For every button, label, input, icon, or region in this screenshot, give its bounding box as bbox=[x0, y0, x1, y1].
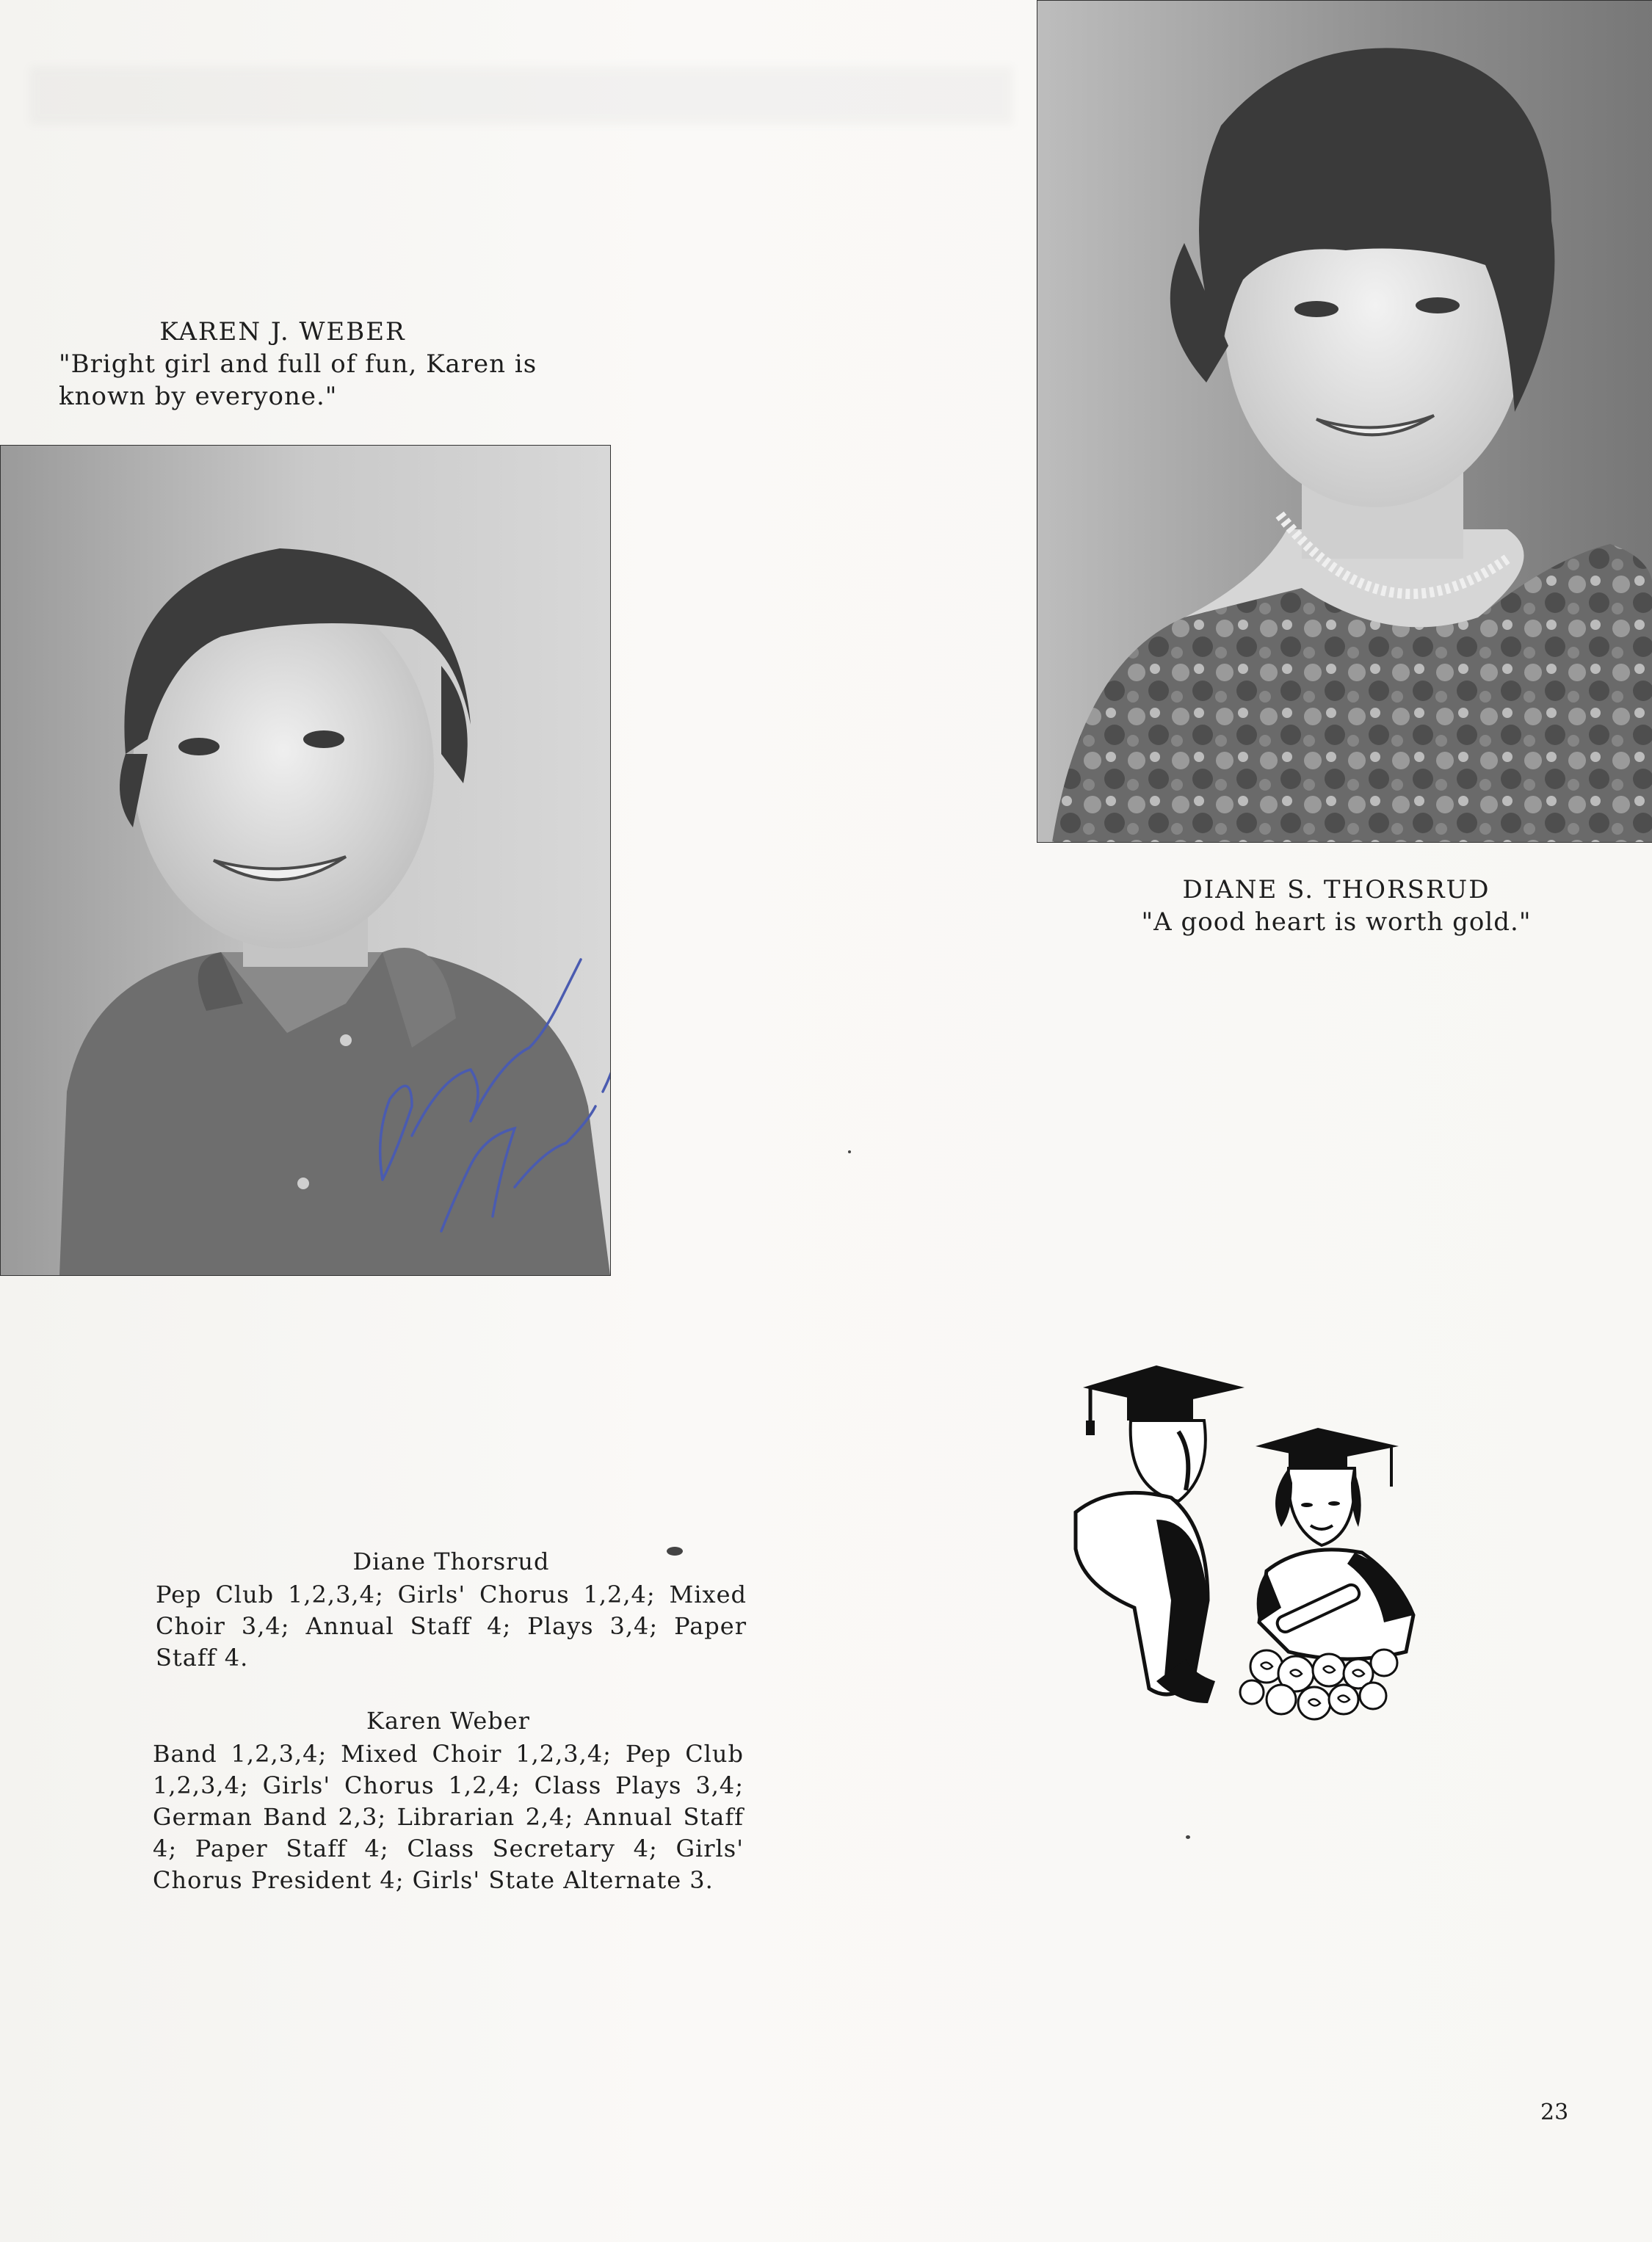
diane-portrait-image bbox=[1037, 1, 1652, 842]
karen-activities-block bbox=[153, 1705, 744, 1896]
diane-caption bbox=[1131, 874, 1542, 938]
page-speck bbox=[667, 1547, 683, 1556]
diane-portrait-photo bbox=[1037, 0, 1652, 843]
karen-name-caption: KAREN J. WEBER bbox=[159, 317, 406, 347]
page-speck bbox=[848, 1150, 851, 1153]
diane-activities-list: Pep Club 1,2,3,4; Girls' Chorus 1,2,4; Mixed Choir 3,4; Annual Staff 4; Plays 3,4; Paper Staff 4. bbox=[156, 1581, 747, 1672]
karen-quote: "Bright girl and full of fun, Karen is known by everyone." bbox=[59, 349, 537, 411]
karen-activities-name: Karen Weber bbox=[366, 1707, 530, 1735]
karen-portrait-photo bbox=[0, 445, 611, 1276]
page-number: 23 bbox=[1540, 2100, 1569, 2125]
karen-portrait-image bbox=[1, 446, 610, 1275]
graduates-illustration bbox=[1068, 1358, 1443, 1733]
diane-name-caption: DIANE S. THORSRUD bbox=[1182, 875, 1490, 904]
diane-activities-block bbox=[156, 1546, 747, 1674]
bleed-through-heading bbox=[29, 51, 1013, 139]
karen-caption bbox=[59, 316, 617, 413]
karen-activities-list: Band 1,2,3,4; Mixed Choir 1,2,3,4; Pep Club 1,2,3,4; Girls' Chorus 1,2,4; Class Plays 3,4; German Band 2,3; Librarian 2,4; Annual Staff 4; Paper Staff 4; Class Secretary 4; Girls' Chorus President 4; Girls' State Alternate 3. bbox=[153, 1740, 744, 1894]
diane-activities-name: Diane Thorsrud bbox=[352, 1548, 550, 1575]
diane-quote: "A good heart is worth gold." bbox=[1141, 907, 1532, 937]
page-speck bbox=[1186, 1835, 1190, 1839]
